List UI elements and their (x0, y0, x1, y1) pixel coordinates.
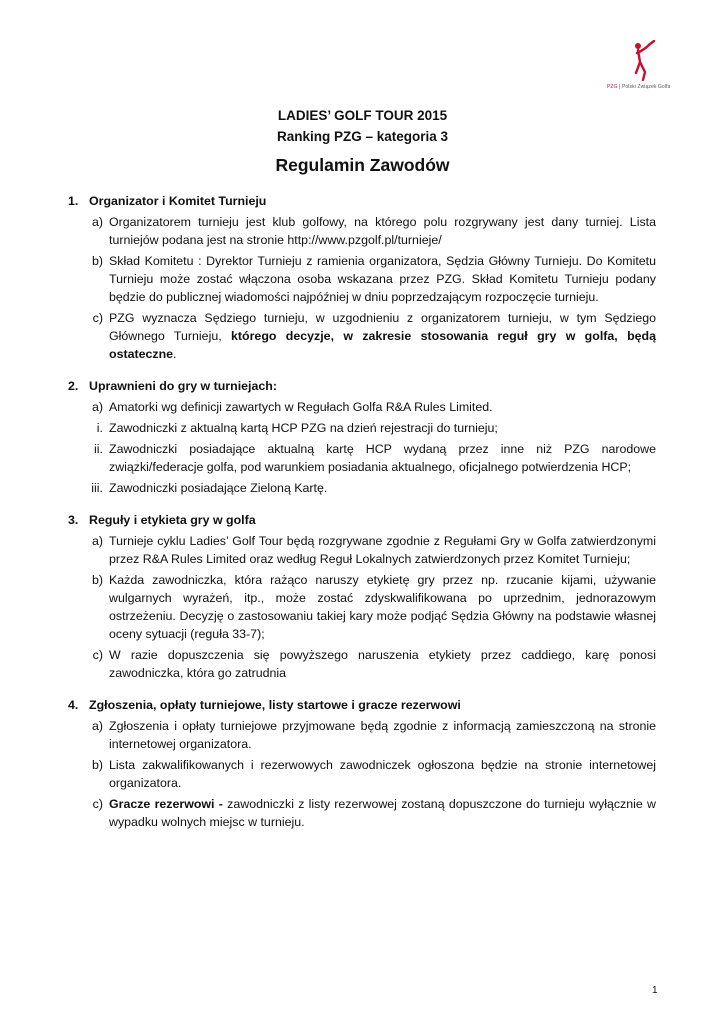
item-text (109, 717, 656, 753)
item-text (109, 571, 656, 643)
item-text (109, 398, 656, 416)
list-item (80, 398, 656, 416)
section-number: 3. (68, 513, 79, 527)
section-title: Uprawnieni do gry w turniejach: (89, 379, 277, 393)
list-item (80, 309, 656, 363)
item-text-part: zawodniczki z listy rezerwowej zostaną dopuszczone do turnieju wyłącznie w wypadku wolnych miejsc w turnieju. (109, 797, 656, 829)
regulations-body (68, 192, 656, 845)
section-2 (68, 377, 656, 497)
logo-abbr: PZG (607, 84, 618, 90)
item-text-part: W razie dopuszczenia się powyższego naruszenia etykiety przez caddiego, karę ponosi zawodniczka, która go zatrudnia (109, 648, 656, 680)
logo-name: Polski Związek Golfa (621, 84, 671, 90)
item-marker: b) (91, 573, 103, 587)
section-heading (68, 377, 656, 395)
item-text-part: Skład Komitetu : Dyrektor Turnieju z ramienia organizatora, Sędzia Główny Turnieju. Do Komitetu Turnieju może zostać włączona osoba wskazana przez PZG. Skład Komitetu Turnieju podany będzie do publicznej wiadomości najpóźniej w dniu poprzedzającym rozpoczęcie turnieju. (109, 254, 656, 304)
page-number: 1 (652, 985, 658, 996)
list-item (80, 646, 656, 682)
list-item (80, 795, 656, 831)
section-heading (68, 511, 656, 529)
item-marker: b) (91, 254, 103, 268)
item-marker: a) (91, 400, 103, 414)
section-number: 4. (68, 698, 79, 712)
item-text (109, 419, 656, 437)
item-marker: c) (92, 797, 103, 811)
item-text-part: Każda zawodniczka, która rażąco naruszy etykietę gry przez np. rzucanie kijami, używanie wulgarnych wyrażeń, itp., może zostać zdyskwalifikowana po uprzednim, jednorazowym ostrzeżeniu. Decyzję o zastosowaniu takiej kary może podjąć Sędzia Główny na podstawie własnej oceny sytuacji (reguła 33-7); (109, 573, 656, 641)
section-4 (68, 696, 656, 831)
section-heading (68, 696, 656, 714)
item-marker: a) (91, 215, 103, 229)
ranking-subtitle: Ranking PZG – kategoria 3 (276, 129, 449, 144)
item-text-part: Lista zakwalifikowanych i rezerwowych zawodniczek ogłoszona będzie na stronie internetowej organizatora. (109, 758, 656, 790)
item-text-bold: którego decyzje, w zakresie stosowania reguł gry w golfa, będą ostateczne (109, 329, 656, 361)
item-text (109, 213, 656, 249)
item-text-part: Amatorki wg definicji zawartych w Regułach Golfa R&A Rules Limited. (109, 400, 493, 414)
item-text-part: Zawodniczki z aktualną kartą HCP PZG na dzień rejestracji do turnieju; (109, 421, 498, 435)
item-marker: iii. (91, 481, 103, 495)
item-marker: a) (91, 719, 103, 733)
item-text (109, 252, 656, 306)
list-item (80, 213, 656, 249)
list-item (80, 252, 656, 306)
section-title: Organizator i Komitet Turnieju (89, 194, 267, 208)
section-title: Reguły i etykieta gry w golfa (89, 513, 256, 527)
item-text-part: Zawodniczki posiadające Zieloną Kartę. (109, 481, 328, 495)
item-text (109, 795, 656, 831)
item-text-part: Organizatorem turnieju jest klub golfowy, na którego polu rozgrywany jest dany turniej. Lista turniejów podana jest na stronie http://www.pzgolf.pl/turnieje/ (109, 215, 656, 247)
section-3 (68, 511, 656, 682)
item-marker: c) (92, 311, 103, 325)
item-text-part: Zawodniczki posiadające aktualną kartę HCP wydaną przez inne niż PZG narodowe związki/federacje golfa, pod warunkiem posiadania aktualnego, oficjalnego potwierdzenia HCP; (109, 442, 656, 474)
list-item (80, 440, 656, 476)
item-text (109, 646, 656, 682)
item-marker: i. (96, 421, 103, 435)
item-marker: a) (91, 534, 103, 548)
section-heading (68, 192, 656, 210)
item-marker: c) (92, 648, 103, 662)
section-number: 1. (68, 194, 79, 208)
item-text-part: . (173, 347, 177, 361)
item-text (109, 309, 656, 363)
page-title: Regulamin Zawodów (275, 155, 450, 175)
section-title: Zgłoszenia, opłaty turniejowe, listy startowe i gracze rezerwowi (89, 698, 461, 712)
list-item (80, 756, 656, 792)
item-marker: ii. (94, 442, 103, 456)
item-text (109, 440, 656, 476)
golfer-icon (621, 40, 659, 82)
pzg-logo: PZG | Polski Związek Golfa (607, 40, 673, 96)
list-item (80, 717, 656, 753)
item-text (109, 756, 656, 792)
list-item (80, 532, 656, 568)
item-text-part: Turnieje cyklu Ladies’ Golf Tour będą rozgrywane zgodnie z Regułami Gry w Golfa zatwierdzonymi przez R&A Rules Limited oraz według Reguł Lokalnych zatwierdzonych przez Komitet Turnieju; (109, 534, 656, 566)
item-marker: b) (91, 758, 103, 772)
item-text-bold: Gracze rezerwowi - (109, 797, 228, 811)
item-text-part: Zgłoszenia i opłaty turniejowe przyjmowane będą zgodnie z informacją zamieszczoną na stronie internetowej organizatora. (109, 719, 656, 751)
tour-title: LADIES’ GOLF TOUR 2015 (277, 108, 448, 123)
item-text-part: PZG wyznacza Sędziego turnieju, w uzgodnieniu z organizatorem turnieju, w tym Sędziego Głównego Turnieju, (109, 311, 656, 343)
section-number: 2. (68, 379, 79, 393)
list-item (80, 571, 656, 643)
list-item (80, 479, 656, 497)
item-text (109, 532, 656, 568)
document-header (0, 106, 725, 179)
item-text (109, 479, 656, 497)
list-item (80, 419, 656, 437)
section-1 (68, 192, 656, 363)
